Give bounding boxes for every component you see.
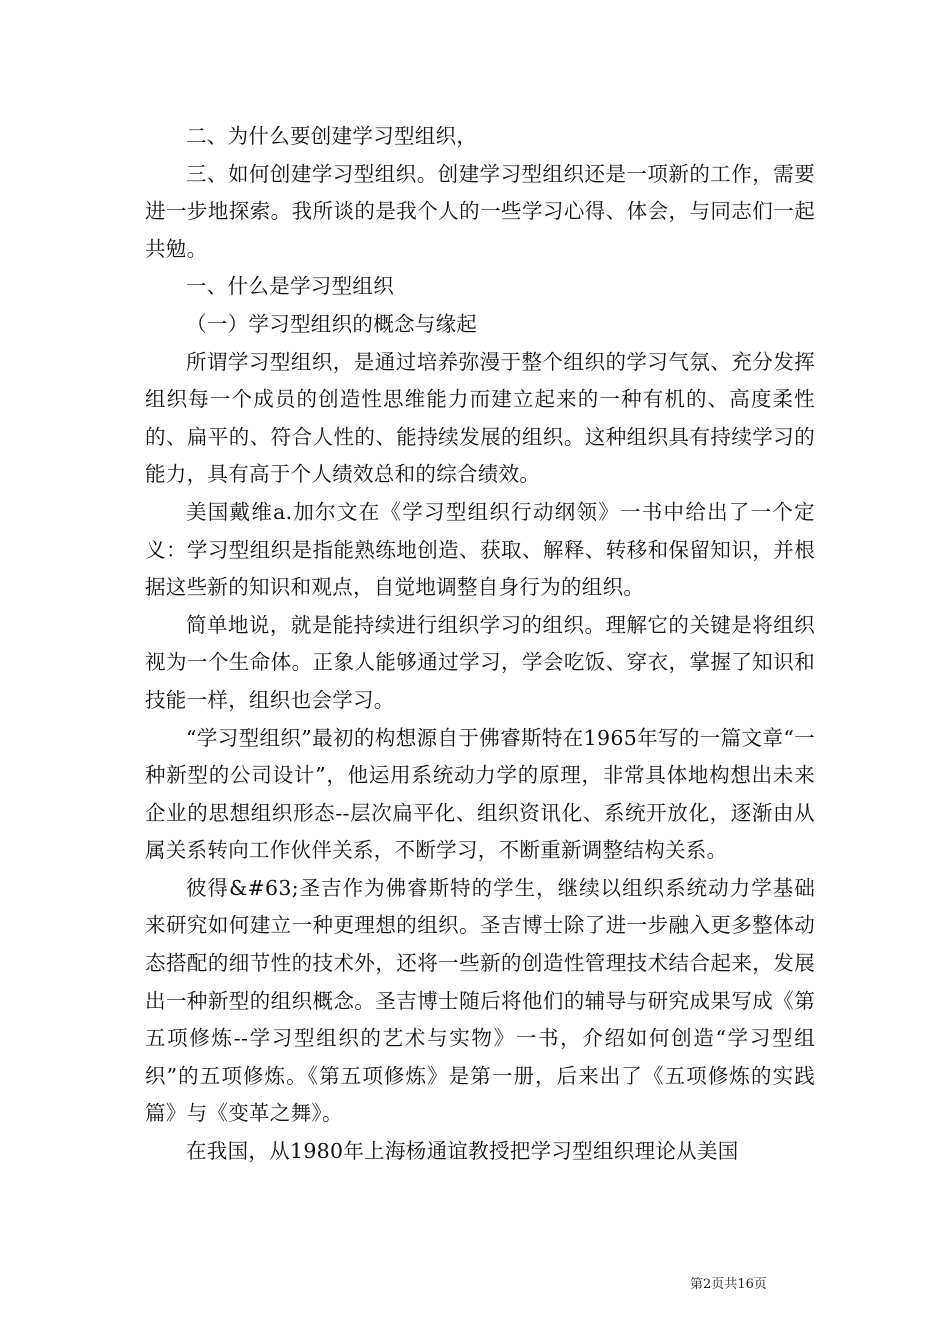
paragraph-heading-two: 二、为什么要创建学习型组织， [186, 124, 478, 148]
paragraph-garvin-definition: 美国戴维a.加尔文在《学习型组织行动纲领》一书中给出了一个定义：学习型组织是指能熟练地创造、获取、解释、转移和保留知识，并根据这些新的知识和观点，自觉地调整自身行为的组织。 [145, 499, 815, 600]
section-heading-one: 一、什么是学习型组织 [186, 274, 394, 299]
document-body [145, 118, 815, 1171]
footer-prefix: 第 [690, 1277, 704, 1292]
footer-total-pages: 16 [737, 1277, 754, 1292]
paragraph-simple-explanation: 简单地说，就是能持续进行组织学习的组织。理解它的关键是将组织视为一个生命体。正象人能够通过学习，学会吃饭、穿衣，掌握了知识和技能一样，组织也会学习。 [145, 612, 815, 712]
paragraph-origin: “学习型组织”最初的构想源自于佛睿斯特在1965年写的一篇文章“一种新型的公司设计”，他运用系统动力学的原理，非常具体地构想出未来企业的思想组织形态--层次扁平化、组织资讯化、系统开放化，逐渐由从属关系转向工作伙伴关系，不断学习，不断重新调整结构关系。 [145, 725, 815, 863]
footer-current-page: 2 [703, 1277, 712, 1292]
footer-suffix: 页 [753, 1277, 767, 1292]
subsection-heading: （一）学习型组织的概念与缘起 [186, 311, 478, 336]
page-number-footer [690, 1276, 830, 1294]
paragraph-senge: 彼得&#63;圣吉作为佛睿斯特的学生，继续以组织系统动力学基础来研究如何建立一种更理想的组织。圣吉博士除了进一步融入更多整体动态搭配的细节性的技术外，还将一些新的创造性管理技术结合起来，发展出一种新型的组织概念。圣吉博士随后将他们的辅导与研究成果写成《第五项修炼--学习型组织的艺术与实物》一书，介绍如何创造“学习型组织”的五项修炼。《第五项修炼》是第一册，后来出了《五项修炼的实践篇》与《变革之舞》。 [145, 875, 815, 1126]
paragraph-china: 在我国，从1980年上海杨通谊教授把学习型组织理论从美国 [186, 1139, 739, 1164]
paragraph-definition: 所谓学习型组织，是通过培养弥漫于整个组织的学习气氛、充分发挥组织每一个成员的创造性思维能力而建立起来的一种有机的、高度柔性的、扁平的、符合人性的、能持续发展的组织。这种组织具有持续学习的能力，具有高于个人绩效总和的综合绩效。 [145, 349, 815, 487]
footer-middle: 页共 [711, 1277, 738, 1292]
paragraph-heading-three: 三、如何创建学习型组织。创建学习型组织还是一项新的工作，需要进一步地探索。我所谈的是我个人的一些学习心得、体会，与同志们一起共勉。 [145, 161, 815, 261]
